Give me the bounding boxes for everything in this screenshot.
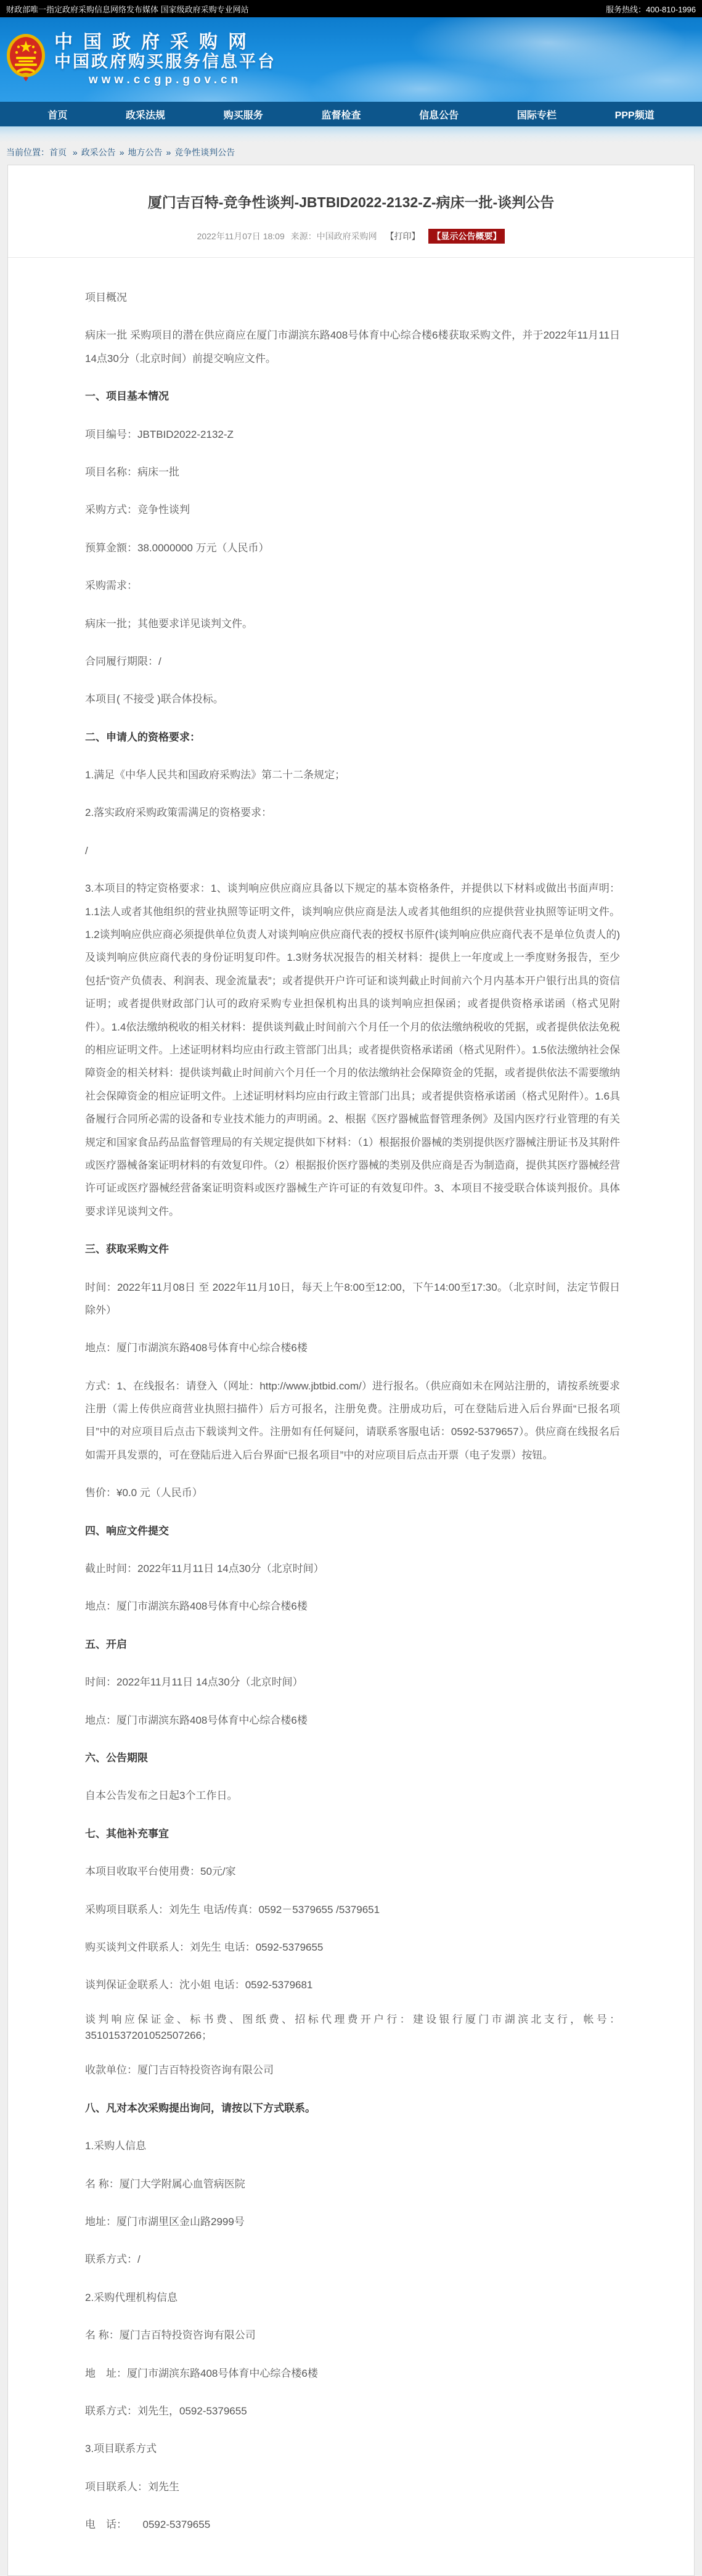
article-paragraph: 预算金额：38.0000000 万元（人民币） bbox=[85, 541, 269, 554]
site-title: 中国政府采购网 bbox=[54, 32, 257, 53]
site-header bbox=[0, 17, 702, 102]
article-paragraph: 项目编号：JBTBID2022-2132-Z bbox=[85, 428, 234, 440]
article-paragraph: 合同履行期限：/ bbox=[85, 655, 161, 667]
national-emblem-icon bbox=[6, 33, 46, 81]
article-paragraph: 1.采购人信息 bbox=[85, 2140, 147, 2152]
breadcrumb-item-3[interactable]: 地方公告 bbox=[128, 147, 163, 157]
site-subtitle: 中国政府购买服务信息平台 bbox=[54, 52, 276, 72]
nav-gradient-strip bbox=[0, 126, 702, 142]
section-heading: 四、响应文件提交 bbox=[85, 1525, 169, 1537]
article-paragraph: 采购项目联系人：刘先生 电话/传真：0592－5379655 /5379651 bbox=[85, 1903, 380, 1916]
article-paragraph: 名 称：厦门大学附属心血管病医院 bbox=[85, 2178, 245, 2190]
announcement-panel bbox=[7, 165, 695, 2576]
article-paragraph: 本项目收取平台使用费：50元/家 bbox=[85, 1866, 236, 1878]
breadcrumb-separator: » bbox=[166, 147, 171, 157]
section-heading: 五、开启 bbox=[85, 1638, 127, 1650]
site-brand[interactable] bbox=[0, 32, 276, 86]
nav-item-3[interactable]: 购买服务 bbox=[223, 110, 263, 121]
article-paragraph: 3.项目联系方式 bbox=[85, 2443, 157, 2455]
article-paragraph: 1.满足《中华人民共和国政府采购法》第二十二条规定； bbox=[85, 769, 346, 781]
site-url: www.ccgp.gov.cn bbox=[88, 73, 242, 86]
show-summary-button[interactable]: 【显示公告概要】 bbox=[428, 229, 505, 244]
section-heading: 二、申请人的资格要求： bbox=[85, 731, 200, 743]
breadcrumb-item-4: 竞争性谈判公告 bbox=[174, 147, 235, 157]
nav-item-4[interactable]: 监督检查 bbox=[321, 110, 361, 121]
main-nav bbox=[0, 102, 702, 126]
article-paragraph: 时间：2022年11月11日 14点30分（北京时间） bbox=[85, 1676, 303, 1689]
article-paragraph: 地 址：厦门市湖滨东路408号体育中心综合楼6楼 bbox=[85, 2367, 318, 2379]
article-paragraph: 地点：厦门市湖滨东路408号体育中心综合楼6楼 bbox=[85, 1342, 308, 1354]
nav-item-5[interactable]: 信息公告 bbox=[419, 110, 459, 121]
article-paragraph: 名 称：厦门吉百特投资咨询有限公司 bbox=[85, 2329, 256, 2342]
article-paragraph: 截止时间：2022年11月11日 14点30分（北京时间） bbox=[85, 1563, 324, 1575]
article-paragraph: 联系方式：刘先生，0592-5379655 bbox=[85, 2405, 247, 2417]
article-body bbox=[8, 260, 694, 2536]
nav-item-2[interactable]: 政采法规 bbox=[126, 110, 166, 121]
breadcrumb bbox=[0, 142, 702, 165]
article-paragraph: 项目联系人：刘先生 bbox=[85, 2480, 179, 2493]
article-paragraph: 采购需求： bbox=[85, 580, 137, 592]
breadcrumb-separator: » bbox=[72, 147, 78, 157]
article-paragraph: 自本公告发布之日起3个工作日。 bbox=[85, 1790, 238, 1802]
article-paragraph: / bbox=[85, 844, 88, 857]
article-paragraph: 3.本项目的特定资格要求：1、谈判响应供应商应具备以下规定的基本资格条件，并提供以下材料或做出书面声明：1.1法人或者其他组织的营业执照等证明文件，谈判响应供应商是法人或者其他组织的应提供营业执照等证明文件。1.2谈判响应供应商必须提供单位负责人对谈判响应供应商代表的授权书原件(谈判响应供应商代表不是单位负责人的)及谈判响应供应商代表的身份证明复印件。1.3财务状况报告的相关材料：提供上一年度或上一季度财务报告，至少包括“资产负债表、利润表、现金流量表”；或者提供开户许可证和谈判截止时间前六个月内基本开户银行出具的资信证明；或者提供财政部门认可的政府采购专业担保机构出具的谈判响应担保函；或者提供资格承诺函（格式见附件）。1.4依法缴纳税收的相关材料：提供谈判截止时间前六个月任一个月的依法缴纳税收的凭据，或者提供依法免税的相应证明文件。上述证明材料均应由行政主管部门出具；或者提供资格承诺函（格式见附件）。1.5依法缴纳社会保障资金的相关材料：提供谈判截止时间前六个月任一个月的依法缴纳社会保障资金的凭据，或者提供依法不需要缴纳社会保障资金的相应证明文件。上述证明材料均应由行政主管部门出具；或者提供资格承诺函（格式见附件）。1.6具备履行合同所必需的设备和专业技术能力的声明函。2、根据《医疗器械监督管理条例》及国内医疗行业管理的有关规定和国家食品药品监督管理局的有关规定提供如下材料：（1）根据报价器械的类别提供医疗器械注册证书及其附件或医疗器械备案证明材料的有效复印件。（2）根据报价医疗器械的类别及供应商是否为制造商，提供其医疗器械经营许可证或医疗器械经营备案证明资料或医疗器械生产许可证的有效复印件。3、本项目不接受联合体谈判报价。具体要求详见谈判文件。 bbox=[85, 883, 620, 1217]
article-paragraph: 2.采购代理机构信息 bbox=[85, 2291, 178, 2303]
site-slogan: 财政部唯一指定政府采购信息网络发布媒体 国家级政府采购专业网站 bbox=[6, 4, 249, 14]
article-paragraph: 地点：厦门市湖滨东路408号体育中心综合楼6楼 bbox=[85, 1600, 308, 1613]
article-paragraph: 电 话： 0592-5379655 bbox=[85, 2519, 211, 2531]
article-paragraph: 本项目( 不接受 )联合体投标。 bbox=[85, 693, 224, 706]
article-paragraph: 地点：厦门市湖滨东路408号体育中心综合楼6楼 bbox=[85, 1714, 308, 1726]
article-paragraph: 方式：1、在线报名：请登入（网址：http://www.jbtbid.com/）进行报名。（供应商如未在网站注册的，请按系统要求注册（需上传供应商营业执照扫描件）后方可报名，注册免费。注册成功后，可在登陆后进入后台界面“已报名项目”中的对应项目后点击下载谈判文件。注册如有任何疑问，请联系客服电话：0592-5379657）。供应商在线报名后如需开具发票的，可在登陆后进入后台界面“已报名项目”中的对应项目后点击开票（电子发票）按钮。 bbox=[85, 1380, 620, 1461]
section-heading: 七、其他补充事宜 bbox=[85, 1827, 169, 1840]
article-paragraph: 项目概况 bbox=[85, 292, 127, 303]
publish-datetime: 2022年11月07日 18:09 bbox=[197, 231, 285, 241]
article-paragraph: 收款单位：厦门吉百特投资咨询有限公司 bbox=[85, 2064, 274, 2076]
breadcrumb-separator: » bbox=[119, 147, 124, 157]
article-paragraph: 谈判响应保证金、标书费、图纸费、招标代理费开户行：建设银行厦门市湖滨北支行，帐号：35101537201052507266； bbox=[85, 2013, 620, 2042]
breadcrumb-label: 当前位置： bbox=[6, 147, 49, 157]
article-paragraph: 病床一批 采购项目的潜在供应商应在厦门市湖滨东路408号体育中心综合楼6楼获取采购文件，并于2022年11月11日 14点30分（北京时间）前提交响应文件。 bbox=[85, 329, 620, 364]
article-paragraph: 采购方式：竞争性谈判 bbox=[85, 504, 190, 516]
print-button[interactable]: 【打印】 bbox=[385, 231, 420, 241]
section-heading: 一、项目基本情况 bbox=[85, 390, 169, 403]
article-paragraph: 联系方式：/ bbox=[85, 2253, 141, 2266]
section-heading: 六、公告期限 bbox=[85, 1751, 148, 1764]
article-paragraph: 病床一批；其他要求详见谈判文件。 bbox=[85, 617, 253, 630]
page-title: 厦门吉百特-竞争性谈判-JBTBID2022-2132-Z-病床一批-谈判公告 bbox=[147, 194, 555, 210]
top-service-bar bbox=[0, 0, 702, 17]
site-title-block bbox=[54, 32, 276, 86]
meta-divider bbox=[8, 257, 694, 258]
article-source: 来源：中国政府采购网 bbox=[290, 231, 377, 241]
article-paragraph: 购买谈判文件联系人：刘先生 电话：0592-5379655 bbox=[85, 1941, 324, 1953]
nav-item-1[interactable]: 首页 bbox=[47, 110, 68, 121]
article-paragraph: 地址：厦门市湖里区金山路2999号 bbox=[85, 2215, 245, 2228]
breadcrumb-item-2[interactable]: 政采公告 bbox=[81, 147, 116, 157]
article-paragraph: 售价：¥0.0 元（人民币） bbox=[85, 1487, 203, 1499]
article-meta bbox=[8, 229, 694, 244]
article-paragraph: 时间：2022年11月08日 至 2022年11月10日，每天上午8:00至12:00，下午14:00至17:30。（北京时间，法定节假日除外） bbox=[85, 1281, 620, 1316]
breadcrumb-item-1[interactable]: 首页 bbox=[49, 147, 67, 157]
service-hotline: 服务热线：400-810-1996 bbox=[606, 4, 696, 14]
article-paragraph: 谈判保证金联系人：沈小姐 电话：0592-5379681 bbox=[85, 1979, 313, 1991]
nav-item-6[interactable]: 国际专栏 bbox=[516, 110, 557, 121]
nav-item-7[interactable]: PPP频道 bbox=[614, 110, 655, 121]
section-heading: 三、获取采购文件 bbox=[85, 1243, 169, 1256]
article-paragraph: 2.落实政府采购政策需满足的资格要求： bbox=[85, 807, 272, 819]
article-paragraph: 项目名称：病床一批 bbox=[85, 466, 179, 478]
section-heading: 八、凡对本次采购提出询问，请按以下方式联系。 bbox=[85, 2102, 316, 2114]
